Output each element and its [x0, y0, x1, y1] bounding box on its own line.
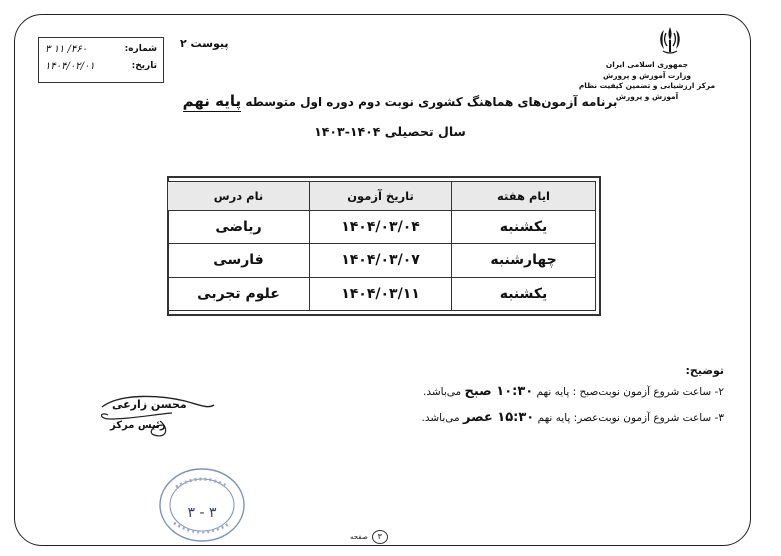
signer-name: محسن زارعی [112, 398, 187, 411]
column-header-date: تاریخ آزمون [310, 182, 452, 211]
column-header-course: نام درس [168, 182, 310, 211]
page-number-footer [350, 530, 388, 544]
iran-emblem-icon [655, 24, 685, 58]
signature-scribble-icon [90, 385, 220, 445]
notes-title: توضیح: [685, 364, 724, 377]
title-grade: پایه نهم [182, 92, 242, 110]
cell-day: یکشنبه [452, 277, 596, 310]
table-row [168, 244, 596, 277]
column-header-day: ایام هفته [452, 182, 596, 211]
letter-meta-box [38, 37, 164, 83]
table-header-row [168, 182, 596, 211]
letter-number-value: ۴۶۰/ ۱۱ ۳ [45, 44, 87, 55]
cell-day: چهارشنبه [452, 244, 596, 277]
org-line: آموزش و پرورش [615, 91, 679, 101]
attachment-label: پیوست ۲ [180, 37, 229, 50]
title-main: برنامه آزمون‌های هماهنگ کشوری نوبت دوم دوره اول متوسطه [245, 95, 618, 109]
letter-date-row [45, 58, 157, 75]
page-label: صفحه [350, 533, 368, 541]
cell-date: ۱۴۰۴/۰۳/۰۷ [310, 244, 452, 277]
schedule-table-grid [167, 181, 596, 311]
note-afternoon [421, 410, 724, 425]
note-time: ۱۰:۳۰ صبح [464, 384, 534, 399]
org-line: مرکز ارزشیابی و تضمین کیفیت نظام [578, 81, 716, 90]
note-text: ۲- ساعت شروع آزمون نوبت‌صبح : پایه نهم [536, 386, 724, 398]
letter-number-row [45, 41, 157, 58]
page-number: ۳ [372, 530, 388, 544]
note-time: ۱۵:۳۰ عصر [462, 410, 535, 425]
table-row [168, 277, 596, 310]
cell-course: علوم تجربی [168, 277, 310, 310]
letter-date-value: ۱۴۰۴/۰۲/۰۱ [45, 61, 95, 72]
stamp-text: ۳ - ۳ [187, 505, 217, 521]
academic-year: سال تحصیلی ۱۴۰۴-۱۴۰۳ [314, 124, 466, 139]
letter-date-label: تاریخ: [131, 61, 157, 71]
org-line: جمهوری اسلامی ایران [605, 60, 689, 69]
cell-course: فارسی [168, 244, 310, 277]
cell-day: یکشنبه [452, 211, 596, 244]
note-text: ۳- ساعت شروع آزمون نوبت‌عصر: پایه نهم [537, 412, 724, 424]
cell-course: ریاضی [168, 211, 310, 244]
note-suffix: می‌باشد. [423, 386, 462, 398]
cell-date: ۱۴۰۴/۰۳/۰۴ [310, 211, 452, 244]
org-line: وزارت آموزش و پرورش [603, 70, 691, 80]
table-row [168, 211, 596, 244]
letter-number-label: شماره: [124, 44, 157, 54]
note-morning [423, 384, 724, 399]
cell-date: ۱۴۰۴/۰۳/۱۱ [310, 277, 452, 310]
official-stamp-icon [156, 465, 248, 545]
exam-schedule-table [167, 176, 601, 316]
note-suffix: می‌باشد. [421, 412, 460, 424]
signer-role: رئیس مرکز [110, 420, 166, 431]
document-title [180, 92, 620, 110]
